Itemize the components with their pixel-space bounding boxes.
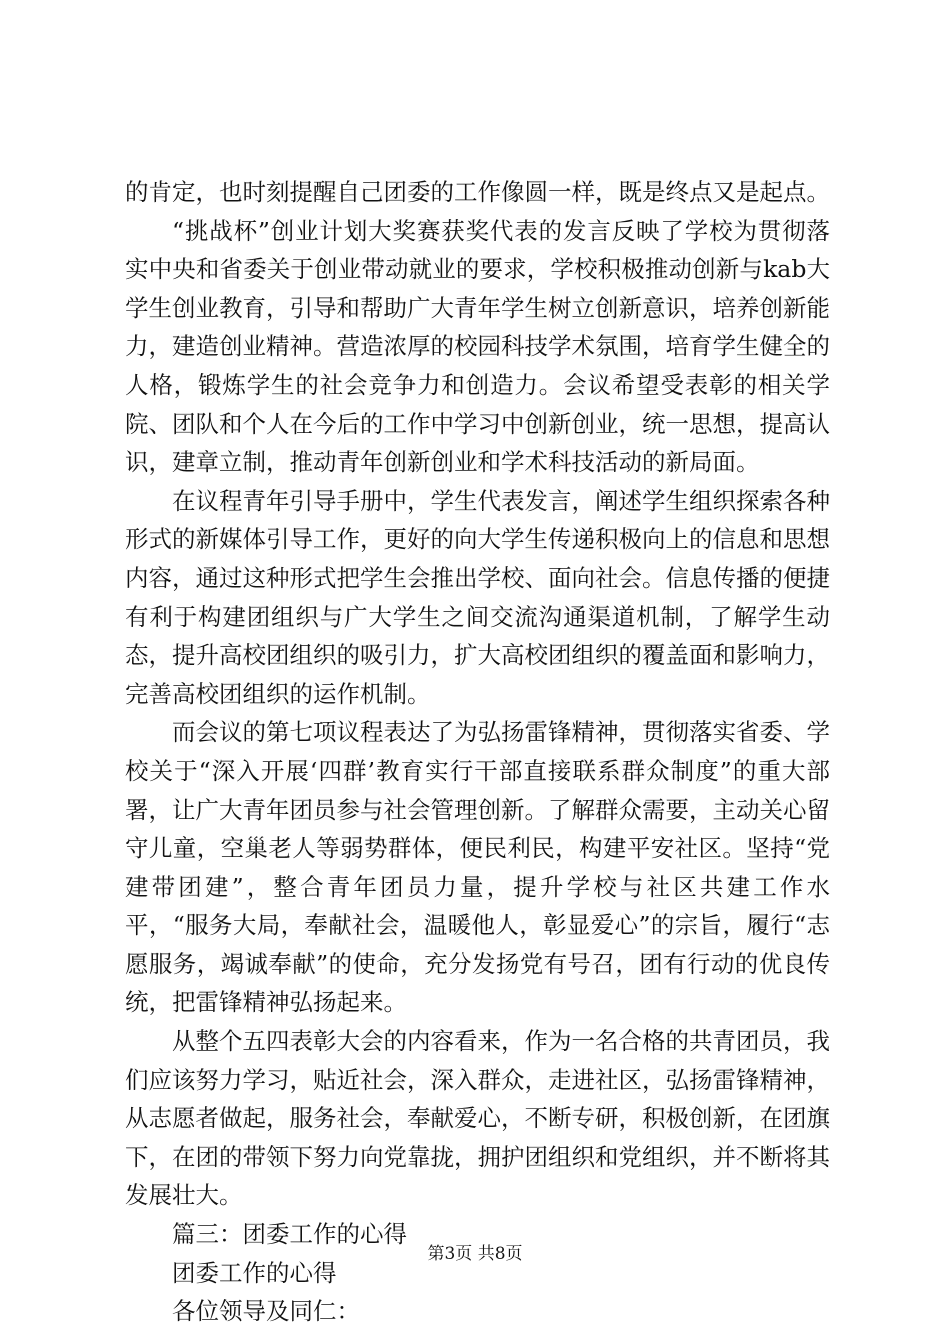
salutation: 各位领导及同仁： [172, 1297, 360, 1326]
paragraph-may-fourth: 从整个五四表彰大会的内容看来，作为一名合格的共青团员，我们应该努力学习，贴近社会，深入群众，走进社区，弘扬雷锋精神，从志愿者做起，服务社会，奉献爱心，不断专研，积极创新，在团旗下，在团的带领下努力向党靠拢，拥护团组织和党组织，并不断将其发展壮大。 [125, 1027, 830, 1210]
paragraph-new-media: 在议程青年引导手册中，学生代表发言，阐述学生组织探索各种形式的新媒体引导工作，更好的向大学生传递积极向上的信息和思想内容，通过这种形式把学生会推出学校、面向社会。信息传播的便捷有利于构建团组织与广大学生之间交流沟通渠道机制，了解学生动态，提升高校团组织的吸引力，扩大高校团组织的覆盖面和影响力，完善高校团组织的运作机制。 [125, 486, 830, 708]
paragraph-lei-feng: 而会议的第七项议程表达了为弘扬雷锋精神，贯彻落实省委、学校关于“深入开展‘四群’教育实行干部直接联系群众制度”的重大部署，让广大青年团员参与社会管理创新。了解群众需要，主动关心留守儿童，空巢老人等弱势群体，便民利民，构建平安社区。坚持“党建带团建”，整合青年团员力量，提升学校与社区共建工作水平，“服务大局，奉献社会，温暖他人，彰显爱心”的宗旨，履行“志愿服务，竭诚奉献”的使命，充分发扬党有号召，团有行动的优良传统，把雷锋精神弘扬起来。 [125, 718, 830, 1017]
paragraph-continuation: 的肯定，也时刻提醒自己团委的工作像圆一样，既是终点又是起点。 [125, 178, 830, 206]
page-number-footer: 第3页 共8页 [427, 1244, 523, 1264]
paragraph-challenge-cup: “挑战杯”创业计划大奖赛获奖代表的发言反映了学校为贯彻落实中央和省委关于创业带动就业的要求，学校积极推动创新与kab大学生创业教育，引导和帮助广大青年学生树立创新意识，培养创新能力，建造创业精神。营造浓厚的校园科技学术氛围，培育学生健全的人格，锻炼学生的社会竞争力和创造力。会议希望受表彰的相关学院、团队和个人在今后的工作中学习中创新创业，统一思想，提高认识，建章立制，推动青年创新创业和学术科技活动的新局面。 [125, 216, 830, 477]
section-title: 篇三：团委工作的心得 [172, 1220, 407, 1249]
article-title: 团委工作的心得 [172, 1258, 337, 1287]
document-body [125, 173, 830, 1331]
